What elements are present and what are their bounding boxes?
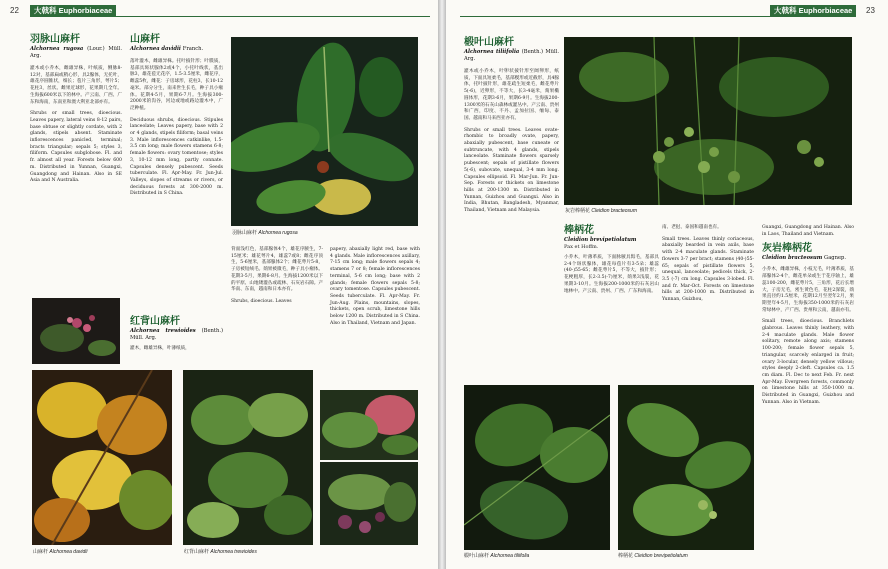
photo-caption-rugosa: 羽脉山麻杆 Alchornea rugosa	[232, 230, 298, 236]
species-title-latin: Alchornea davidii Franch.	[130, 46, 204, 52]
photo-cleidion-bracteosum	[564, 37, 852, 205]
text-column-davidii-en	[330, 247, 420, 362]
text-column-brevipetiolatum-en	[662, 225, 754, 375]
text-column-davidii	[130, 34, 223, 302]
description-en: Small trees. Leaves thinly coriaceous, abaxially bearded in vein axils, base with 2-4 maculate glands. Staminate flowers 3-7 per bract; stamens (40-)55-65; sepals of pistillate flowers 5, unequal, lanceolate; pedicels thick, 2-3.5 (-7) cm long. Capsules 3-lobed. Fl. and fr. Mar-Oct. Forests on limestone hills at 200-1000 m. Distributed in Yunnan, Guizhou,	[662, 236, 754, 303]
photo-trewioides-fruit	[320, 462, 418, 545]
species-title-zh: 灰岩棒柄花	[762, 243, 812, 255]
species-title-zh: 棒柄花	[564, 225, 594, 236]
species-title-latin: Cleidion bracteosum Gagnep.	[762, 255, 846, 262]
description-en: Shrubs or small trees, dioecious. Leaves papery, lateral veins 8-12 pairs, base obtuse or slightly cordate, with 2 glands, stipels absent. Staminate inflorescences panicled, terminal; bracts triangular; sepals 5; styles 3, filiform. Capsules subglobose. Fl. and fr. almost all year. Forests below 600 m. Distributed in Yunnan, Guangxi, Guangdong and Hainan. Also in SE Asia and N Australia.	[30, 111, 122, 184]
left-page	[0, 0, 438, 569]
photo-alchornea-davidii	[32, 370, 172, 545]
species-title-latin: Cleidion brevipetiolatum	[564, 237, 637, 243]
text-column-rugosa	[30, 34, 122, 294]
text-column-bracteosum	[762, 225, 854, 560]
species-title-zh: 红背山麻杆	[130, 316, 180, 327]
description-zh: 小乔木，叶薄革质，下面脉腋具髯毛，基部具2-4个斑状腺体，雄花每苞片有3-5朵；雄蕊(40-)55-65；雌花萼片5，不等大，披针形；花梗粗厚，长2-3.5(-7)厘米，蒴果3浅裂，花果期3-10月。生海拔200-1000米的石灰岩山地林中。产云南、贵州、广西、广东和海南。	[564, 255, 659, 294]
photo-caption-bracteosum: 灰岩棒柄花 Cleidion bracteosum	[565, 208, 637, 214]
photo-alchornea-tiliifolia	[464, 385, 610, 550]
description-en: Small trees, dioecious. Branchlets glabrous. Leaves thinly leathery, with 2-4 maculate glands. Male flower solitary, remote along axis; stamens 100-200; female flower sepals 5, triangular, scarcely enlarged in fruit; ovary 3-locular, densely yellow villous; styles deeply 2-cleft. Capsules ca. 1.5 cm diam. Fl. Dec to next Feb. Fr. next Apr-May. Evergreen forests, commonly on limestone hills at 350-1000 m. Distributed in Guangxi, Guizhou and Yunnan. Also in Vietnam.	[762, 319, 854, 405]
description-zh: 灌木或小乔木，叶卵状披针形至阔卵形，纸质，下面具短柔毛，基部楔形或近截形，具4腺体，托叶披针形，雄花疏生短柔毛，雌花萼片5(-6)，近卵形，不等大，长3-4毫米，蒴果椭圆体形，花期3-6月，果期6-9月。生海拔200-1300米的石灰山森林或灌丛中。产云南、贵州和广西，印度、不丹、孟加拉国、缅甸、泰国、越南和马来西亚亦有。	[464, 69, 559, 121]
text-column-davidii-continued	[231, 247, 323, 362]
header-rule	[460, 16, 852, 17]
species-title-latin: Alchornea trewioides (Benth.) Müll. Arg.	[130, 328, 223, 341]
text-column-tiliifolia	[464, 37, 559, 357]
description-zh: 灌木或小乔木，雌雄异株，叶纸质，侧脉8-12对，基部扁或稍心形，具2腺体，无托叶，雄花序圆锥状，细长；苞片三角形，萼片5；花柱3，丝状。雌果近球形，花果期几全年。生海拔600米以下的林中。产云南、广西、广东和海南，东南亚和澳大利亚北部亦有。	[30, 66, 122, 105]
text-column-brevipetiolatum	[564, 225, 659, 375]
photo-inflorescence	[32, 298, 120, 364]
description-en: Shrubs, dioecious. Leaves	[231, 298, 292, 304]
description-en: papery, abaxially light red, base with 4 glands. Male inflorescences axillary, 7-15 cm long; male flowers sepals 4; stamens 7 or 8; female inflorescences terminal, 5-6 cm long; base with 2 glands; female flowers sepals 5-8; ovary tomentose. Capsules pubescent. Seeds tuberculate. Fl. Apr-May. Fr. Jun-Aug. Plains, mountains, slopes, thickets, open scrub, limestone hills below 1200 m. Distributed in S China. Also in Thailand, Vietnam and Japan.	[330, 247, 420, 326]
header-rule	[30, 16, 430, 17]
header-badge: 大戟科 Euphorbiaceae	[30, 5, 116, 17]
right-page	[446, 0, 888, 569]
species-title-latin: Alchornea rugosa (Lour.) Müll. Arg.	[30, 46, 122, 59]
book-gutter	[438, 0, 446, 569]
photo-alchornea-rugosa	[231, 37, 418, 226]
description-zh: 落叶灌木，雌雄异株。托叶披针形；叶膜质，基部具斑状腺体2或4个，小托叶线状，基出脉3，雄花苞无花序，1.5-3.5厘米，雌花序，雌蕊5枚，雌花：子房球形，花柱3，长10-12毫米。部分分生，南来世生长毛，种子具小瘤体。花期4-5月，果期6-7月。生海拔300-2000米的沟谷，河边或地或路边灌木中，广泛种植。	[130, 59, 223, 111]
description-zh: 灌木，雌雄异株，叶薄纸质，	[130, 346, 190, 351]
text-column-trewioides	[130, 316, 223, 366]
header-badge: 大戟科 Euphorbiaceae	[770, 5, 856, 17]
description-en: Guangxi, Guangdong and Hainan. Also in Laos, Thailand and Vietnam.	[762, 225, 854, 237]
page-number: 23	[866, 6, 875, 15]
photo-cleidion-brevipetiolatum	[618, 385, 754, 550]
description-zh: 南、老挝、泰国和越南也有。	[662, 225, 722, 230]
photo-caption-brevipetiolatum: 棒柄花 Cleidion brevipetiolatum	[618, 553, 688, 559]
photo-trewioides-leaves	[320, 390, 418, 460]
species-author: Pax et Hoffm.	[564, 244, 599, 250]
description-en: Deciduous shrubs, dioecious. Stipules lanceolate; Leaves papery, base with 2 or 4 glands, stipels filiform; basal veins 3. Male inflorescences catkinlike, 1.5-3.5 cm long; male flowers stamens 6-8; female flowers: ovary tomentose; styles 3, 10-12 mm long, partly connate. Capsules densely pubescent. Seeds tuberculate. Fl. Apr-May. Fr. Jun-Jul. Valleys, slopes of streams or rivers, or deciduous forests at 300-2000 m. Distributed in S China.	[130, 117, 223, 197]
photo-alchornea-trewioides	[183, 370, 313, 545]
description-zh: 小乔木，雌雄异株，小枝无毛，叶薄革质，基部腺体2-4个，雌花单朵或生于花序轴上，雄蕊100-200，雌花萼片5，三角形，花后长增大，子房无毛，密生黄色毛，花柱2深裂，蒴果直径约1.5厘米，花期12月至翌年2月，果期翌年4-5月，生海拔350-1000米的石灰岩常绿林中，产广西、贵州和云南，越南亦有。	[762, 267, 854, 313]
species-title-zh: 山麻杆	[130, 34, 160, 45]
species-title-zh: 羽脉山麻杆	[30, 34, 80, 45]
description-zh: 背面浅红色，基部腺体4个，雄花序腋生，7-15厘米；雄花萼片4，雄蕊7或8；雌花序顶生，5-6厘米，基部腺体2个；雌花萼片5-8，子房被短绒毛。蒴果被微毛，种子具小瘤体。花期3-5月，果期6-8月。生海拔1200米以下的平原、山地矮灌丛或疏林、石灰岩石隙。产华南、东南，越南和日本亦有。	[231, 247, 323, 293]
photo-caption-davidii: 山麻杆 Alchornea davidii	[33, 549, 88, 555]
photo-caption-tiliifolia: 椴叶山麻杆 Alchornea tiliifolia	[464, 553, 530, 559]
species-title-latin: Alchornea tiliifolia (Benth.) Müll. Arg.	[464, 49, 559, 62]
page-number: 22	[10, 6, 19, 15]
description-en: Shrubs or small trees. Leaves ovate-rhombic to broadly ovate, papery, abaxially pubescent, base cuneate or subtruncate, with 4 glands, stipels lanceolate. Staminate flowers sparsely pubescent; sepals of pistillate flowers 5(-6), subovate, unequal, 3-4 mm long. Capsules ellipsoid. Fl. Mar-Jun. Fr. Jun-Sep. Forests or thickets on limestone hills at 200-1300 m. Distributed in Yunnan, Guizhou and Guangxi. Also in India, Bhutan, Bangladesh, Myanmar, Thailand, Vietnam and Malaysia.	[464, 127, 559, 214]
photo-caption-trewioides: 红背山麻杆 Alchornea trewioides	[184, 549, 257, 555]
species-title-zh: 椴叶山麻杆	[464, 37, 514, 48]
